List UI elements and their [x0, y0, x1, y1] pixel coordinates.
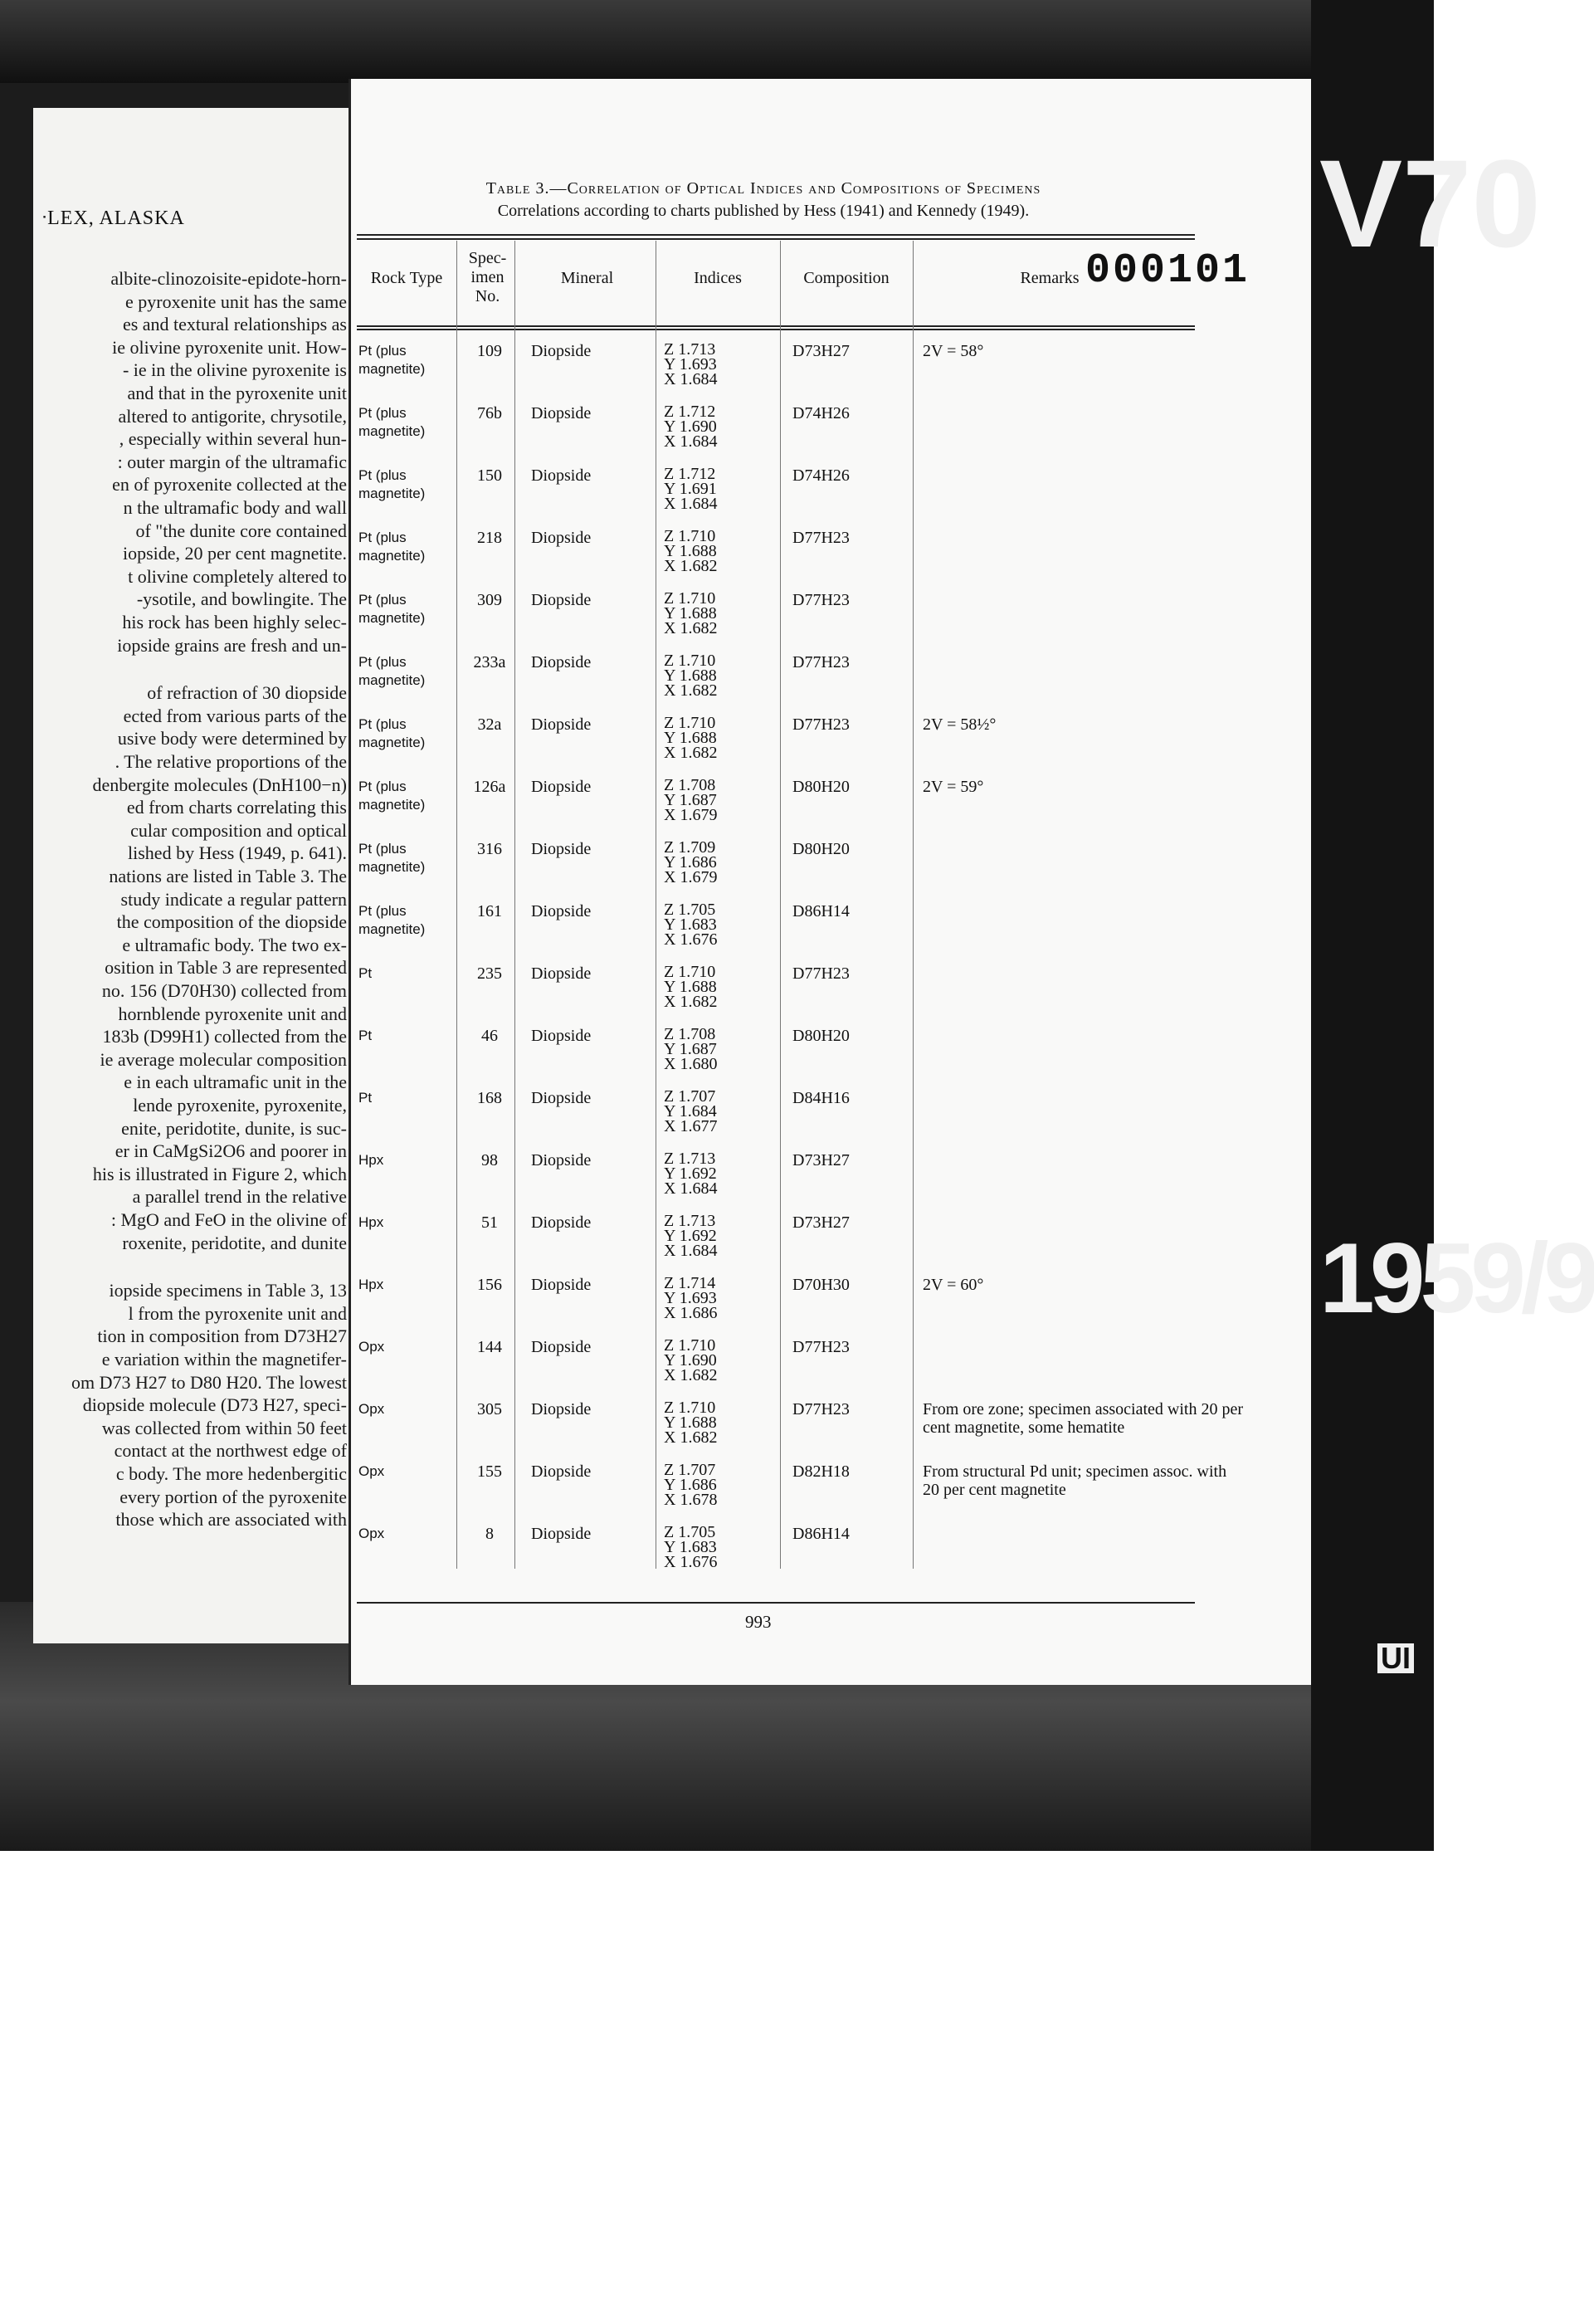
- running-head: ᐧLEX, ALASKA: [41, 208, 185, 229]
- cell-specimen-no: 32a: [477, 715, 502, 734]
- cell-composition: D77H23: [792, 964, 850, 983]
- cell-rock-type: Pt: [358, 1090, 373, 1106]
- table-row: [357, 1151, 1203, 1213]
- table-row: [357, 466, 1203, 529]
- cell-rock-type: Pt (plus magnetite): [358, 716, 426, 750]
- cell-specimen-no: 98: [481, 1151, 498, 1169]
- text-line: usive body were determined by: [117, 728, 347, 749]
- cell-rock-type: Pt: [358, 1028, 373, 1043]
- document-stamp: 000101: [1085, 247, 1250, 295]
- table-row: [357, 902, 1203, 964]
- text-line: lende pyroxenite, pyroxenite,: [133, 1095, 347, 1116]
- cell-rock-type: Opx: [358, 1463, 385, 1479]
- cell-rock-type: Opx: [358, 1339, 385, 1355]
- cell-composition: D74H26: [792, 404, 850, 422]
- text-line: contact at the northwest edge of: [114, 1440, 347, 1462]
- cell-mineral: Diopside: [531, 466, 592, 485]
- cell-mineral: Diopside: [531, 778, 592, 796]
- text-line: study indicate a regular pattern: [120, 888, 347, 910]
- cell-mineral: Diopside: [531, 1089, 592, 1107]
- cell-mineral: Diopside: [531, 591, 592, 609]
- cell-indices: Z 1.707 Y 1.686 X 1.678: [664, 1461, 718, 1509]
- text-line: ected from various parts of the: [123, 705, 347, 726]
- cell-specimen-no: 305: [477, 1400, 502, 1418]
- cell-specimen-no: 109: [477, 342, 502, 360]
- table-row: [357, 1089, 1203, 1151]
- cell-mineral: Diopside: [531, 529, 592, 547]
- table-row: [357, 1461, 1227, 1525]
- cell-rock-type: Hpx: [358, 1214, 384, 1230]
- cell-composition: D73H27: [792, 1151, 850, 1169]
- cell-mineral: Diopside: [531, 715, 592, 734]
- text-line: tion in composition from D73H27: [97, 1326, 347, 1347]
- cell-indices: Z 1.710 Y 1.690 X 1.682: [664, 1336, 718, 1384]
- cell-mineral: Diopside: [531, 840, 592, 858]
- cell-indices: Z 1.712 Y 1.691 X 1.684: [664, 465, 718, 513]
- cell-composition: D73H27: [792, 342, 850, 360]
- cell-remarks: 2V = 60°: [923, 1276, 984, 1294]
- cell-indices: Z 1.710 Y 1.688 X 1.682: [664, 527, 718, 575]
- text-line: cular composition and optical: [130, 819, 347, 841]
- cell-rock-type: Pt (plus magnetite): [358, 654, 426, 688]
- cell-composition: D77H23: [792, 715, 850, 734]
- table-row: [357, 1213, 1203, 1276]
- text-line: hornblende pyroxenite unit and: [118, 1003, 347, 1024]
- cell-rock-type: Pt (plus magnetite): [358, 530, 426, 564]
- table-title: Table 3.—Correlation of Optical Indices and Compositions of Specimens: [485, 179, 1041, 198]
- cell-mineral: Diopside: [531, 902, 592, 920]
- text-line: n the ultramafic body and wall: [123, 497, 347, 518]
- cell-specimen-no: 150: [477, 466, 502, 485]
- text-line: om D73 H27 to D80 H20. The lowest: [71, 1371, 347, 1393]
- strip-year-label: 1959/9: [1319, 1223, 1594, 1334]
- cell-composition: D77H23: [792, 529, 850, 547]
- cell-mineral: Diopside: [531, 653, 592, 671]
- cell-rock-type: Opx: [358, 1401, 385, 1417]
- table-row: [357, 529, 1203, 591]
- cell-indices: Z 1.708 Y 1.687 X 1.679: [664, 776, 718, 824]
- cell-indices: Z 1.705 Y 1.683 X 1.676: [664, 901, 718, 949]
- cell-indices: Z 1.714 Y 1.693 X 1.686: [664, 1274, 718, 1322]
- text-line: -ysotile, and bowlingite. The: [136, 588, 347, 610]
- text-line: his rock has been highly selec-: [122, 612, 347, 632]
- table-bottom-rule: [357, 1602, 1195, 1604]
- cell-indices: Z 1.707 Y 1.684 X 1.677: [664, 1087, 718, 1135]
- cell-remarks: 2V = 58°: [923, 342, 984, 360]
- page-number: 993: [745, 1612, 772, 1632]
- cell-indices: Z 1.708 Y 1.687 X 1.680: [664, 1025, 718, 1073]
- text-line: l from the pyroxenite unit and: [128, 1302, 347, 1324]
- cell-specimen-no: 156: [477, 1276, 502, 1294]
- cell-mineral: Diopside: [531, 342, 592, 360]
- text-line: iopside specimens in Table 3, 13: [109, 1280, 347, 1301]
- table-row: [357, 1027, 1203, 1089]
- header-remarks: Remarks: [1020, 269, 1080, 287]
- microfilm-edge-strip: [1311, 0, 1594, 1851]
- text-line: , especially within several hun-: [119, 428, 347, 450]
- cell-specimen-no: 155: [477, 1462, 502, 1481]
- cell-composition: D77H23: [792, 1400, 850, 1418]
- table-row: [357, 1399, 1243, 1462]
- cell-indices: Z 1.713 Y 1.692 X 1.684: [664, 1212, 718, 1260]
- text-line: e pyroxenite unit has the same: [125, 290, 347, 312]
- text-line: iopside grains are fresh and un-: [117, 634, 347, 656]
- header-rock-type: Rock Type: [370, 269, 443, 287]
- cell-indices: Z 1.710 Y 1.688 X 1.682: [664, 714, 718, 762]
- cell-rock-type: Hpx: [358, 1277, 384, 1292]
- table-header-rule-double: [357, 329, 1195, 330]
- cell-rock-type: Hpx: [358, 1152, 384, 1168]
- cell-rock-type: Opx: [358, 1526, 385, 1541]
- cell-remarks: From structural Pd unit; specimen assoc. with 20 per cent magnetite: [923, 1462, 1227, 1499]
- cell-remarks: 2V = 58½°: [923, 715, 997, 734]
- text-line: nations are listed in Table 3. The: [109, 866, 347, 886]
- text-line: albite-clinozoisite-epidote-horn-: [110, 268, 347, 289]
- cell-remarks: 2V = 59°: [923, 778, 984, 796]
- cell-specimen-no: 46: [481, 1027, 498, 1045]
- cell-rock-type: Pt (plus magnetite): [358, 841, 426, 875]
- table-row: [357, 653, 1203, 715]
- cell-rock-type: Pt (plus magnetite): [358, 592, 426, 626]
- cell-composition: D84H16: [792, 1089, 850, 1107]
- header-composition: Composition: [803, 269, 890, 287]
- text-line: his is illustrated in Figure 2, which: [92, 1163, 347, 1184]
- cell-indices: Z 1.713 Y 1.692 X 1.684: [664, 1150, 718, 1198]
- cell-indices: Z 1.713 Y 1.693 X 1.684: [664, 340, 718, 388]
- text-line: e variation within the magnetifer-: [101, 1349, 347, 1370]
- header-specimen-no: Spec- imen No.: [468, 249, 507, 305]
- cell-indices: Z 1.710 Y 1.688 X 1.682: [664, 963, 718, 1011]
- cell-rock-type: Pt (plus magnetite): [358, 467, 426, 501]
- cell-indices: Z 1.705 Y 1.683 X 1.676: [664, 1523, 718, 1571]
- cell-mineral: Diopside: [531, 1027, 592, 1045]
- cell-specimen-no: 235: [477, 964, 502, 983]
- table-row: [357, 964, 1203, 1027]
- cell-composition: D82H18: [792, 1462, 850, 1481]
- cell-specimen-no: 316: [477, 840, 502, 858]
- cell-mineral: Diopside: [531, 404, 592, 422]
- cell-specimen-no: 168: [477, 1089, 502, 1107]
- text-line: was collected from within 50 feet: [101, 1417, 347, 1438]
- cell-composition: D86H14: [792, 1525, 850, 1543]
- cell-rock-type: Pt (plus magnetite): [358, 779, 426, 813]
- table-row: [357, 404, 1203, 466]
- table-caption: [365, 178, 1162, 222]
- cell-rock-type: Pt (plus magnetite): [358, 903, 426, 937]
- cell-composition: D80H20: [792, 1027, 850, 1045]
- cell-mineral: Diopside: [531, 1276, 592, 1294]
- text-line: of "the dunite core contained: [135, 520, 347, 541]
- table-row: [357, 840, 1203, 902]
- cell-specimen-no: 309: [477, 591, 502, 609]
- cell-rock-type: Pt: [358, 965, 373, 981]
- text-line: roxenite, peridotite, and dunite: [122, 1232, 347, 1253]
- header-indices: Indices: [694, 269, 742, 287]
- text-line: e in each ultramafic unit in the: [124, 1072, 347, 1093]
- text-line: - ie in the olivine pyroxenite is: [122, 359, 347, 381]
- cell-composition: D77H23: [792, 653, 850, 671]
- cell-composition: D86H14: [792, 902, 850, 920]
- text-line: e ultramafic body. The two ex-: [122, 934, 347, 955]
- cell-composition: D73H27: [792, 1213, 850, 1232]
- text-line: en of pyroxenite collected at the: [112, 474, 347, 496]
- cell-mineral: Diopside: [531, 1213, 592, 1232]
- cell-specimen-no: 233a: [473, 653, 506, 671]
- cell-composition: D77H23: [792, 1338, 850, 1356]
- cell-indices: Z 1.710 Y 1.688 X 1.682: [664, 652, 718, 700]
- cell-mineral: Diopside: [531, 1400, 592, 1418]
- text-line: er in CaMgSi2O6 and poorer in: [115, 1140, 347, 1162]
- table-row: [357, 778, 1203, 840]
- cell-mineral: Diopside: [531, 964, 592, 983]
- cell-composition: D70H30: [792, 1276, 850, 1294]
- cell-composition: D80H20: [792, 778, 850, 796]
- table-row: [357, 342, 1203, 404]
- table-top-rule: [357, 234, 1195, 236]
- text-line: those which are associated with: [115, 1509, 347, 1531]
- text-line: osition in Table 3 are represented: [105, 957, 347, 979]
- text-line: ie olivine pyroxenite unit. How-: [112, 336, 347, 358]
- cell-specimen-no: 76b: [477, 404, 502, 422]
- cell-rock-type: Pt (plus magnetite): [358, 405, 426, 439]
- text-line: a parallel trend in the relative: [132, 1186, 347, 1208]
- text-line: iopside, 20 per cent magnetite.: [122, 543, 347, 564]
- text-line: of refraction of 30 diopside: [147, 682, 347, 704]
- table-row: [357, 1276, 1203, 1338]
- text-line: no. 156 (D70H30) collected from: [101, 980, 347, 1001]
- cell-specimen-no: 218: [477, 529, 502, 547]
- table-row: [357, 715, 1203, 778]
- cell-mineral: Diopside: [531, 1151, 592, 1169]
- text-line: : MgO and FeO in the olivine of: [110, 1209, 347, 1230]
- table-row: [357, 1525, 1203, 1587]
- text-line: altered to antigorite, chrysotile,: [118, 405, 347, 427]
- cell-indices: Z 1.712 Y 1.690 X 1.684: [664, 403, 718, 451]
- cell-composition: D77H23: [792, 591, 850, 609]
- text-line: denbergite molecules (DnH100−n): [92, 774, 347, 795]
- text-line: c body. The more hedenbergitic: [115, 1463, 347, 1484]
- text-line: lished by Hess (1949, p. 641).: [128, 842, 347, 864]
- cell-indices: Z 1.710 Y 1.688 X 1.682: [664, 589, 718, 637]
- text-line: enite, peridotite, dunite, is suc-: [121, 1117, 347, 1139]
- text-line: every portion of the pyroxenite: [119, 1486, 347, 1507]
- strip-volume-label: V70: [1319, 134, 1541, 273]
- cell-indices: Z 1.709 Y 1.686 X 1.679: [664, 838, 718, 886]
- text-line: . The relative proportions of the: [115, 751, 347, 772]
- cell-mineral: Diopside: [531, 1462, 592, 1481]
- header-mineral: Mineral: [560, 269, 614, 287]
- table-top-rule-double: [357, 238, 1195, 240]
- table-header-rule: [357, 325, 1195, 327]
- cell-specimen-no: 126a: [473, 778, 506, 796]
- cell-mineral: Diopside: [531, 1525, 592, 1543]
- cell-specimen-no: 51: [481, 1213, 498, 1232]
- text-line: diopside molecule (D73 H27, speci-: [82, 1394, 347, 1416]
- cell-specimen-no: 8: [485, 1525, 494, 1543]
- text-line: the composition of the diopside: [116, 911, 347, 933]
- text-line: and that in the pyroxenite unit: [127, 383, 347, 403]
- cell-rock-type: Pt (plus magnetite): [358, 343, 426, 377]
- table-row: [357, 591, 1203, 653]
- text-line: 183b (D99H1) collected from the: [102, 1026, 347, 1047]
- text-line: ie average molecular composition: [100, 1048, 347, 1070]
- scan-top-margin: [0, 0, 1434, 83]
- cell-composition: D80H20: [792, 840, 850, 858]
- text-line: : outer margin of the ultramafic: [117, 451, 347, 472]
- cell-composition: D74H26: [792, 466, 850, 485]
- text-line: t olivine completely altered to: [128, 565, 347, 587]
- cell-specimen-no: 161: [477, 902, 502, 920]
- table-subtitle: Correlations according to charts published by Hess (1941) and Kennedy (1949).: [497, 202, 1030, 220]
- cell-mineral: Diopside: [531, 1338, 592, 1356]
- text-line: ed from charts correlating this: [126, 797, 347, 818]
- strip-tail-label: UI: [1377, 1643, 1414, 1673]
- text-line: es and textural relationships as: [122, 314, 347, 335]
- cell-remarks: From ore zone; specimen associated with 20 per cent magnetite, some hematite: [923, 1400, 1243, 1437]
- cell-specimen-no: 144: [477, 1338, 502, 1356]
- table-row: [357, 1338, 1203, 1400]
- cell-indices: Z 1.710 Y 1.688 X 1.682: [664, 1399, 718, 1447]
